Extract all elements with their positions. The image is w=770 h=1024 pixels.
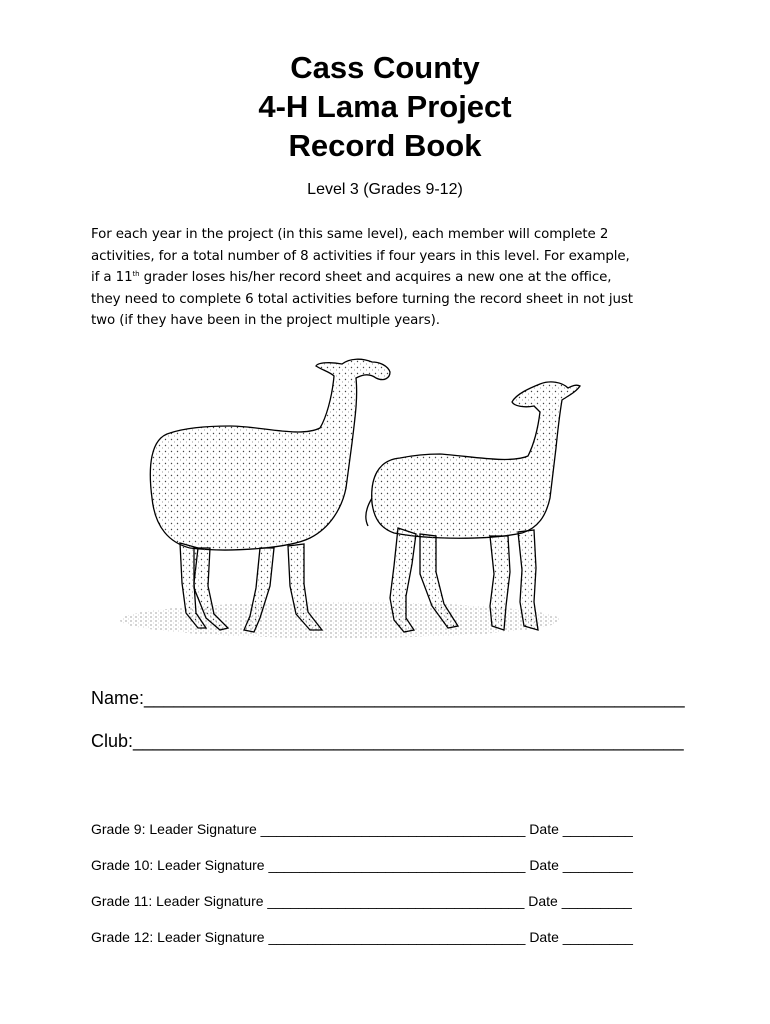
club-field[interactable]	[91, 731, 684, 752]
level-subtitle: Level 3 (Grades 9-12)	[307, 181, 463, 198]
title-line-1: Cass County	[290, 50, 480, 85]
signature-label: Grade 10: Leader Signature	[91, 857, 265, 873]
intro-line-3	[91, 267, 691, 289]
date-line[interactable]: _________	[562, 821, 633, 837]
signature-line[interactable]: __________________________________	[260, 821, 526, 837]
signature-row-grade-12	[91, 929, 633, 945]
club-line[interactable]: _______________________________________________________	[133, 731, 684, 751]
signature-row-grade-11	[91, 893, 632, 909]
llama-left	[150, 359, 390, 632]
date-line[interactable]: _________	[562, 929, 633, 945]
title-line-2: 4-H Lama Project	[258, 89, 512, 124]
signature-line[interactable]: _________________________________	[268, 857, 526, 873]
llama-right	[366, 382, 580, 632]
signature-label: Grade 12: Leader Signature	[91, 929, 265, 945]
intro-line-3-start: if a 11	[91, 270, 133, 285]
date-label: Date	[528, 893, 558, 909]
title-line-3: Record Book	[288, 128, 482, 163]
date-label: Date	[529, 857, 559, 873]
intro-paragraph	[91, 224, 691, 332]
llama-pair-icon	[110, 348, 590, 648]
name-line[interactable]: ______________________________________________________	[144, 688, 685, 708]
name-field[interactable]	[91, 688, 685, 709]
signature-label: Grade 9: Leader Signature	[91, 821, 257, 837]
intro-line-5: two (if they have been in the project multiple years).	[91, 313, 440, 328]
date-label: Date	[529, 821, 559, 837]
signature-label: Grade 11: Leader Signature	[91, 893, 264, 909]
date-label: Date	[529, 929, 559, 945]
intro-line-4: they need to complete 6 total activities before turning the record sheet in not just	[91, 291, 633, 307]
intro-line-2: activities, for a total number of 8 activities if four years in this level. For example,	[91, 248, 630, 264]
date-line[interactable]: _________	[561, 893, 632, 909]
signature-row-grade-10	[91, 857, 633, 873]
signature-line[interactable]: _________________________________	[267, 893, 525, 909]
club-label: Club:	[91, 731, 134, 751]
signature-row-grade-9	[91, 821, 633, 837]
name-label: Name:	[91, 688, 145, 708]
signature-line[interactable]: _________________________________	[268, 929, 526, 945]
ordinal-suffix: th	[132, 270, 140, 278]
intro-line-3-end: grader loses his/her record sheet and acquires a new one at the office,	[139, 270, 612, 285]
date-line[interactable]: _________	[562, 857, 633, 873]
intro-line-1: For each year in the project (in this same level), each member will complete 2	[91, 227, 609, 242]
